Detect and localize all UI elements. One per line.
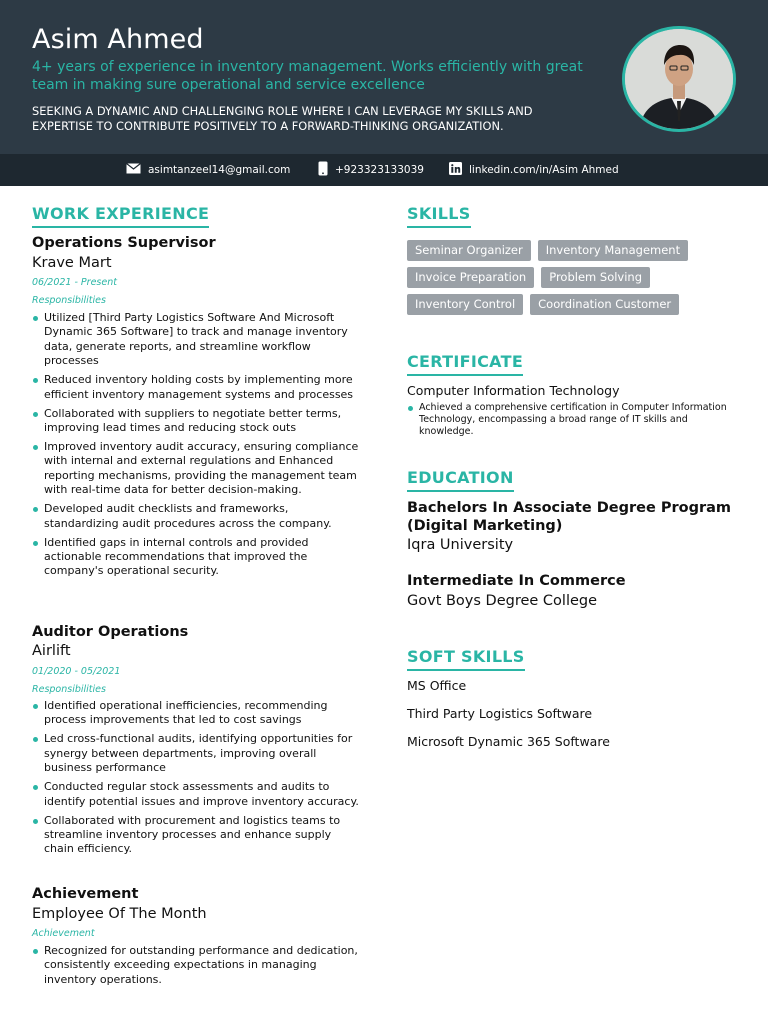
job-title: Auditor Operations bbox=[32, 624, 189, 640]
achievement-list bbox=[32, 944, 364, 992]
contact-linkedin[interactable] bbox=[449, 154, 619, 186]
list-item: Collaborated with suppliers to negotiate better terms, improving lead times and reducing stock outs bbox=[32, 407, 364, 436]
education-school: Iqra University bbox=[407, 537, 514, 553]
email-icon bbox=[126, 163, 141, 177]
list-item: Reduced inventory holding costs by implementing more efficient inventory management systems and processes bbox=[32, 373, 364, 402]
list-item: Collaborated with procurement and logistics teams to streamline inventory processes and enhance supply chain efficiency. bbox=[32, 814, 364, 857]
achievement-title: Employee Of The Month bbox=[32, 906, 207, 922]
job-responsibilities-label: Responsibilities bbox=[32, 295, 106, 306]
list-item: Recognized for outstanding performance and dedication, consistently exceeding expectations in managing inventory operations. bbox=[32, 944, 364, 987]
email-text: asimtanzeel14@gmail.com bbox=[148, 164, 291, 176]
list-item: Led cross-functional audits, identifying opportunities for synergy between departments, improving overall business performance bbox=[32, 732, 364, 775]
certificate-heading: CERTIFICATE bbox=[407, 352, 523, 376]
job-responsibilities-list bbox=[32, 311, 364, 583]
soft-skill-item: MS Office bbox=[407, 678, 467, 693]
phone-icon bbox=[318, 161, 328, 179]
achievement-label: Achievement bbox=[32, 928, 95, 939]
job-company: Krave Mart bbox=[32, 255, 112, 271]
job-dates: 06/2021 - Present bbox=[32, 277, 117, 288]
list-item: Identified gaps in internal controls and provided actionable recommendations that improved the company's operational security. bbox=[32, 536, 364, 579]
certificate-detail-list bbox=[407, 402, 737, 438]
list-item: Improved inventory audit accuracy, ensuring compliance with internal and external regulations and Enhanced reporting mechanisms, providing the management team with real-time data for better decision-making. bbox=[32, 440, 364, 498]
soft-skill-item: Third Party Logistics Software bbox=[407, 706, 593, 721]
job-dates: 01/2020 - 05/2021 bbox=[32, 666, 121, 677]
job-title: Operations Supervisor bbox=[32, 235, 216, 251]
education-heading: EDUCATION bbox=[407, 468, 514, 492]
list-item: Developed audit checklists and frameworks, standardizing audit procedures across the company. bbox=[32, 502, 364, 531]
list-item: Identified operational inefficiencies, recommending process improvements that led to cost savings bbox=[32, 699, 364, 728]
candidate-name: Asim Ahmed bbox=[32, 24, 204, 55]
skill-tag: Problem Solving bbox=[541, 267, 650, 288]
soft-skill-item: Microsoft Dynamic 365 Software bbox=[407, 734, 610, 749]
skill-tag: Invoice Preparation bbox=[407, 267, 534, 288]
phone-text: +923323133039 bbox=[335, 164, 424, 176]
certificate-name: Computer Information Technology bbox=[407, 383, 620, 398]
career-objective: SEEKING A DYNAMIC AND CHALLENGING ROLE WHERE I CAN LEVERAGE MY SKILLS AND EXPERTISE TO CONTRIBUTE POSITIVELY TO A FORWARD-THINKING ORGANIZATION. bbox=[32, 104, 533, 133]
linkedin-icon bbox=[449, 162, 462, 178]
skill-tag: Inventory Management bbox=[538, 240, 688, 261]
skills-tags bbox=[407, 240, 737, 321]
contact-bar bbox=[0, 154, 768, 186]
list-item: Conducted regular stock assessments and audits to identify potential issues and improve inventory accuracy. bbox=[32, 780, 364, 809]
profile-photo-image bbox=[625, 29, 733, 129]
list-item: Utilized [Third Party Logistics Software And Microsoft Dynamic 365 Software] to track and manage inventory data, generate reports, and streamline workflow processes bbox=[32, 311, 364, 369]
contact-phone[interactable] bbox=[318, 154, 424, 186]
candidate-tagline: 4+ years of experience in inventory management. Works efficiently with great team in making sure operational and service excellence bbox=[32, 59, 583, 93]
linkedin-text: linkedin.com/in/Asim Ahmed bbox=[469, 164, 619, 176]
job-responsibilities-label: Responsibilities bbox=[32, 684, 106, 695]
skill-tag: Coordination Customer bbox=[530, 294, 679, 315]
profile-photo bbox=[622, 26, 736, 132]
education-school: Govt Boys Degree College bbox=[407, 593, 598, 609]
contact-email[interactable] bbox=[126, 154, 290, 186]
soft-skills-heading: SOFT SKILLS bbox=[407, 647, 525, 671]
skills-heading: SKILLS bbox=[407, 204, 471, 228]
skill-tag: Inventory Control bbox=[407, 294, 523, 315]
skill-tag: Seminar Organizer bbox=[407, 240, 531, 261]
list-item: Achieved a comprehensive certification in Computer Information Technology, encompassing a broad range of IT skills and knowledge. bbox=[407, 402, 737, 438]
education-degree: Intermediate In Commerce bbox=[407, 573, 626, 589]
achievement-heading: Achievement bbox=[32, 886, 139, 902]
work-experience-heading: WORK EXPERIENCE bbox=[32, 204, 209, 228]
resume-header bbox=[0, 0, 768, 154]
job-responsibilities-list bbox=[32, 699, 364, 861]
job-company: Airlift bbox=[32, 643, 71, 659]
education-degree: Bachelors In Associate Degree Program (Digital Marketing) bbox=[407, 500, 732, 534]
